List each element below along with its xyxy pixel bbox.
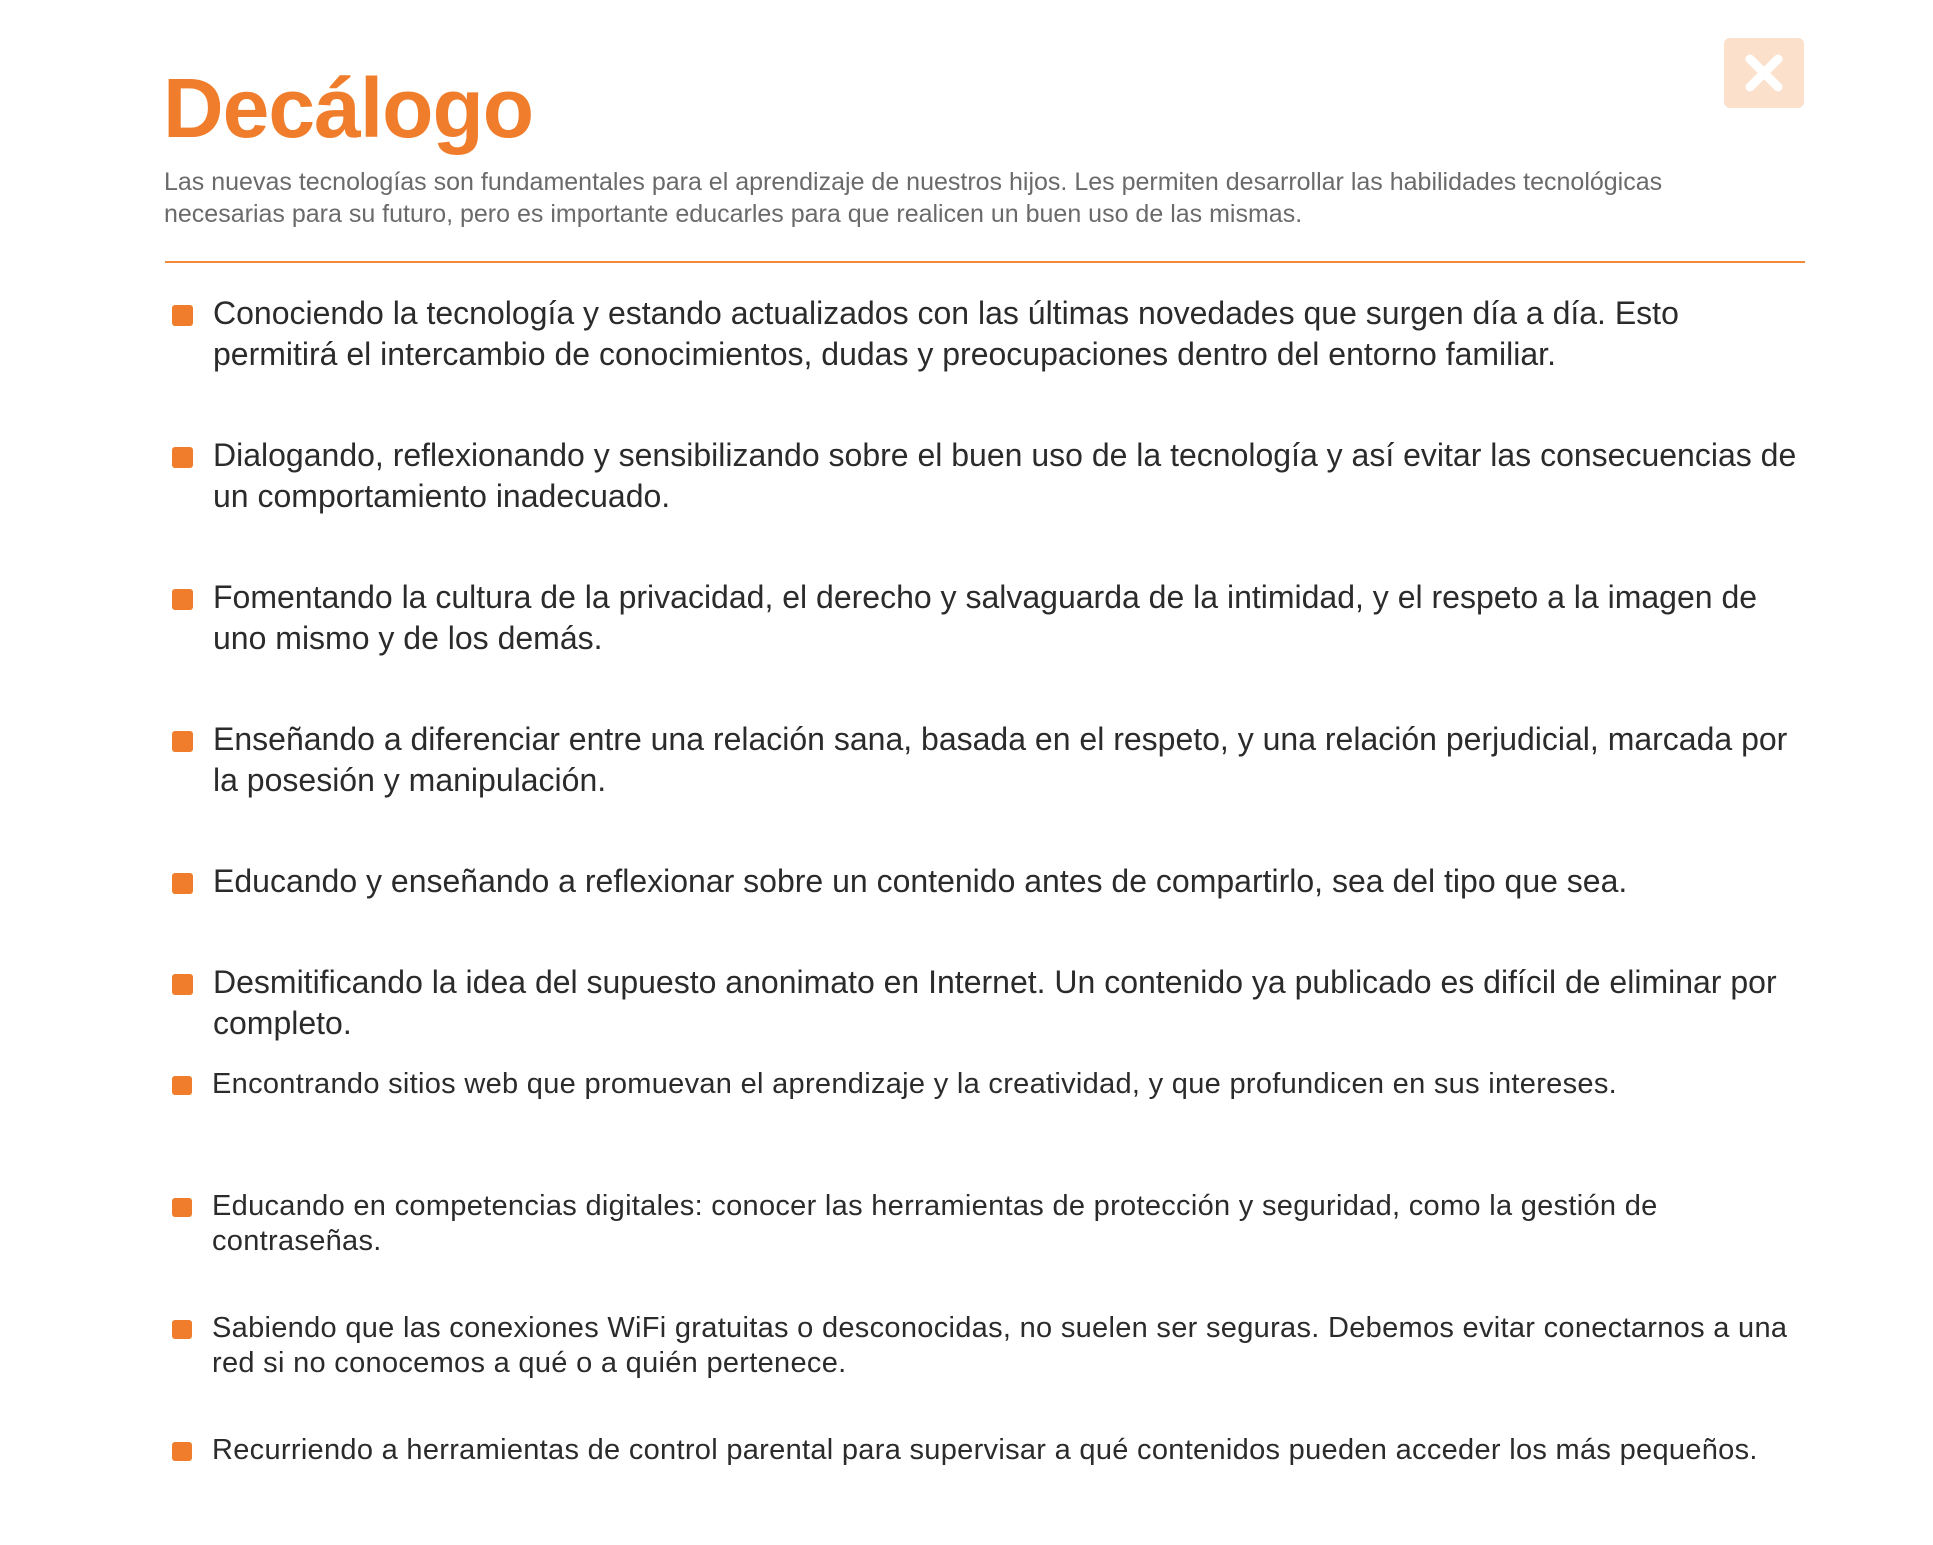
bullet-icon xyxy=(172,731,193,752)
bullet-icon xyxy=(172,305,193,326)
list-item-text: Fomentando la cultura de la privacidad, el derecho y salvaguarda de la intimidad, y el respeto a la imagen de uno mismo y de los demás. xyxy=(213,579,1758,656)
list-item-text: Conociendo la tecnología y estando actualizados con las últimas novedades que surgen día a día. Esto permitirá el intercambio de conocimientos, dudas y preocupaciones dentro del entorno familiar. xyxy=(213,295,1679,372)
list-item xyxy=(172,1433,1812,1468)
list-item xyxy=(172,962,1812,1044)
bullet-icon xyxy=(172,974,193,995)
list-item-text: Desmitificando la idea del supuesto anonimato en Internet. Un contenido ya publicado es difícil de eliminar por completo. xyxy=(213,964,1777,1041)
bullet-icon xyxy=(172,589,193,610)
intro-text: Las nuevas tecnologías son fundamentales para el aprendizaje de nuestros hijos. Les permiten desarrollar las habilidades tecnológicas necesarias para su futuro, pero es importante educarles para que realicen un buen uso de las mismas. xyxy=(164,168,1663,228)
list-item xyxy=(172,719,1812,801)
list-item xyxy=(172,861,1812,902)
list-item xyxy=(172,1189,1812,1259)
list-item xyxy=(172,1067,1812,1102)
close-icon xyxy=(1742,51,1786,95)
bullet-icon xyxy=(172,1442,192,1461)
divider xyxy=(165,261,1805,263)
list-item-text: Recurriendo a herramientas de control parental para supervisar a qué contenidos pueden acceder los más pequeños. xyxy=(212,1434,1758,1466)
close-button[interactable] xyxy=(1724,38,1804,108)
bullet-icon xyxy=(172,1198,192,1217)
list-item-text: Dialogando, reflexionando y sensibilizando sobre el buen uso de la tecnología y así evitar las consecuencias de un comportamiento inadecuado. xyxy=(213,437,1797,514)
list-item-text: Educando en competencias digitales: conocer las herramientas de protección y seguridad, como la gestión de contraseñas. xyxy=(212,1190,1658,1257)
list-item-text: Sabiendo que las conexiones WiFi gratuitas o desconocidas, no suelen ser seguras. Debemos evitar conectarnos a una red si no conocemos a qué o a quién pertenece. xyxy=(212,1312,1788,1379)
page-title: Decálogo xyxy=(163,61,534,155)
list-item xyxy=(172,577,1812,659)
list-item-text: Enseñando a diferenciar entre una relación sana, basada en el respeto, y una relación perjudicial, marcada por la posesión y manipulación. xyxy=(213,721,1788,798)
list-item xyxy=(172,1311,1812,1381)
bullet-icon xyxy=(172,873,193,894)
list-item-text: Educando y enseñando a reflexionar sobre un contenido antes de compartirlo, sea del tipo que sea. xyxy=(213,863,1628,899)
bullet-icon xyxy=(172,447,193,468)
list-item xyxy=(172,435,1812,517)
list-item-text: Encontrando sitios web que promuevan el aprendizaje y la creatividad, y que profundicen en sus intereses. xyxy=(212,1068,1617,1100)
list-item xyxy=(172,293,1812,375)
bullet-icon xyxy=(172,1076,192,1095)
bullet-icon xyxy=(172,1320,192,1339)
